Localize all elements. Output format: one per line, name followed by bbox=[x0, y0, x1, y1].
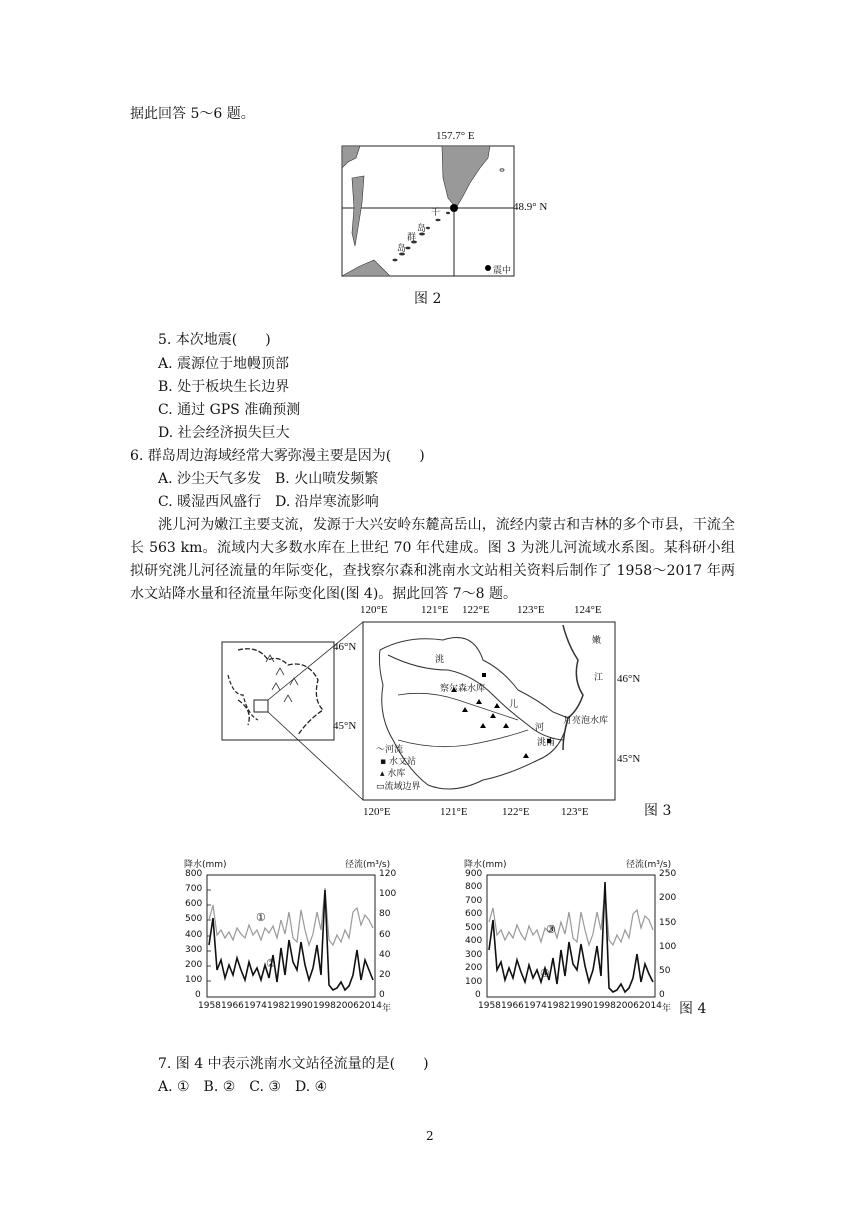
fig4-left-ytick-right: 40 bbox=[379, 950, 391, 960]
fig4-left-ytick: 300 bbox=[185, 945, 203, 955]
fig3-river-label: 江 bbox=[594, 673, 604, 683]
fig4-right-ytick-right: 100 bbox=[659, 942, 677, 952]
fig4-left-ylabel-precip: 降水(mm) bbox=[184, 860, 227, 870]
fig2-island-char: 岛 bbox=[417, 224, 427, 234]
fig4-left-ytick: 600 bbox=[185, 899, 203, 909]
fig4-left-ytick-right: 0 bbox=[379, 990, 385, 1000]
fig4-right-ytick: 900 bbox=[465, 869, 483, 879]
fig4-left-ylabel-runoff: 径流(m³/s) bbox=[345, 860, 391, 870]
fig3-legend-item: ▴ 水库 bbox=[380, 769, 406, 779]
question-5-stem: 5. 本次地震( ) bbox=[158, 332, 271, 348]
fig3-place-label: 洮南 bbox=[537, 738, 556, 748]
fig4-right-ytick: 0 bbox=[475, 990, 481, 1000]
fig4-right-xtick: 1974 bbox=[524, 1001, 547, 1011]
fig4-right-ytick: 700 bbox=[465, 896, 483, 906]
fig2-lat-label: 48.9° N bbox=[513, 201, 548, 213]
fig3-legend-item: ▭流域边界 bbox=[376, 782, 421, 792]
fig4-right-xtick: 1990 bbox=[570, 1001, 593, 1011]
fig3-legend-item: 〜河流 bbox=[376, 745, 404, 755]
question-5-option: C. 通过 GPS 准确预测 bbox=[158, 402, 301, 418]
fig4-left-xtick: 2006 bbox=[336, 1001, 359, 1011]
fig2-island-char: 群 bbox=[407, 233, 417, 243]
question-7-options: A. ① B. ② C. ③ D. ④ bbox=[158, 1079, 328, 1095]
fig2-legend-epicenter: 震中 bbox=[493, 266, 512, 276]
fig4-left-ytick: 400 bbox=[185, 930, 203, 940]
fig3-top-lon: 124°E bbox=[574, 604, 602, 616]
fig4-right-xtick: 1966 bbox=[501, 1001, 524, 1011]
question-5-option: D. 社会经济损失巨大 bbox=[158, 425, 290, 441]
fig3-river-label: 儿 bbox=[509, 700, 519, 710]
fig3-left-lat: 45°N bbox=[333, 720, 357, 732]
fig4-right-xunit: 年 bbox=[662, 1004, 672, 1014]
fig4-left-ytick-right: 20 bbox=[379, 970, 391, 980]
fig3-top-lon: 122°E bbox=[462, 604, 490, 616]
fig3-top-lon: 121°E bbox=[421, 604, 449, 616]
fig4-right-ytick: 200 bbox=[465, 963, 483, 973]
fig4-right-xtick: 1982 bbox=[547, 1001, 570, 1011]
figure-4-charts bbox=[155, 850, 715, 1020]
fig3-bottom-lon: 123°E bbox=[561, 806, 589, 818]
passage-paragraph: 洮儿河为嫩江主要支流，发源于大兴安岭东麓高岳山，流经内蒙古和吉林的多个市县，干流全长 563 km。流域内大多数水库在上世纪 70 年代建成。图 3 为洮儿河流域水系图。某科研小组拟研究洮儿河径流量的年际变化，查找察尔森和洮南水文站相关资料后制作了 1958～2017 年两水文站降水量和径流量年际变化图(图 4)。据此回答 7～8 题。 bbox=[130, 517, 735, 602]
fig4-left-ytick-right: 60 bbox=[379, 930, 391, 940]
fig4-series-label: ④ bbox=[540, 968, 550, 980]
fig3-river-label: 洮 bbox=[435, 655, 445, 665]
fig3-top-lon: 120°E bbox=[360, 604, 388, 616]
fig4-left-ytick: 500 bbox=[185, 914, 203, 924]
question-6-stem: 6. 群岛周边海域经常大雾弥漫主要是因为( ) bbox=[130, 448, 425, 464]
fig2-lon-label: 157.7° E bbox=[436, 130, 475, 142]
fig4-right-ytick: 600 bbox=[465, 909, 483, 919]
fig4-left-xtick: 1974 bbox=[244, 1001, 267, 1011]
fig3-top-lon: 123°E bbox=[517, 604, 545, 616]
fig4-left-ytick-right: 100 bbox=[379, 889, 397, 899]
question-5-option: A. 震源位于地幔顶部 bbox=[158, 356, 290, 372]
fig2-island-char: 千 bbox=[431, 208, 441, 218]
fig4-right-ytick-right: 50 bbox=[659, 966, 671, 976]
fig4-right-ytick: 400 bbox=[465, 936, 483, 946]
fig4-left-xtick: 2014 bbox=[359, 1001, 382, 1011]
fig3-bottom-lon: 121°E bbox=[440, 806, 468, 818]
fig3-right-lat: 45°N bbox=[617, 753, 641, 765]
fig2-island-char: 岛 bbox=[397, 244, 407, 254]
fig3-legend-item: ▪ 水文站 bbox=[380, 757, 416, 767]
fig4-right-xtick: 1998 bbox=[593, 1001, 616, 1011]
fig4-right-ytick-right: 150 bbox=[659, 918, 677, 928]
fig4-left-ytick: 200 bbox=[185, 960, 203, 970]
fig4-left-xunit: 年 bbox=[382, 1004, 392, 1014]
fig4-left-ytick: 800 bbox=[185, 869, 203, 879]
question-6-option: C. 暖湿西风盛行 D. 沿岸寒流影响 bbox=[158, 494, 379, 510]
fig3-right-lat: 46°N bbox=[617, 673, 641, 685]
fig4-right-ylabel-precip: 降水(mm) bbox=[464, 860, 507, 870]
fig3-place-label: 察尔森水库 bbox=[440, 684, 486, 694]
fig4-right-ytick-right: 0 bbox=[659, 990, 665, 1000]
fig4-right-ytick-right: 250 bbox=[659, 869, 677, 879]
fig4-right-xtick: 2014 bbox=[639, 1001, 662, 1011]
fig4-right-ytick: 500 bbox=[465, 923, 483, 933]
question-6-option: A. 沙尘天气多发 B. 火山喷发频繁 bbox=[158, 471, 379, 487]
fig3-bottom-lon: 120°E bbox=[363, 806, 391, 818]
fig4-left-xtick: 1966 bbox=[221, 1001, 244, 1011]
fig4-left-ytick: 700 bbox=[185, 884, 203, 894]
fig4-left-xtick: 1958 bbox=[198, 1001, 221, 1011]
fig4-right-xtick: 2006 bbox=[616, 1001, 639, 1011]
fig4-series-label: ① bbox=[256, 912, 266, 924]
fig4-caption: 图 4 bbox=[679, 1001, 707, 1017]
fig3-river-label: 嫩 bbox=[592, 636, 602, 646]
fig4-right-ytick-right: 200 bbox=[659, 893, 677, 903]
fig4-left-xtick: 1998 bbox=[313, 1001, 336, 1011]
fig4-left-ytick: 100 bbox=[185, 975, 203, 985]
fig3-caption: 图 3 bbox=[644, 803, 672, 819]
fig4-series-label: ③ bbox=[546, 924, 556, 936]
fig3-place-label: 月亮泡水库 bbox=[563, 716, 609, 726]
fig4-left-ytick: 0 bbox=[195, 990, 201, 1000]
fig4-right-ytick: 800 bbox=[465, 882, 483, 892]
fig4-left-xtick: 1982 bbox=[267, 1001, 290, 1011]
question-7-stem: 7. 图 4 中表示洮南水文站径流量的是( ) bbox=[158, 1056, 429, 1072]
fig4-left-ytick-right: 120 bbox=[379, 869, 397, 879]
fig2-caption: 图 2 bbox=[414, 291, 442, 307]
figure-3-map bbox=[218, 600, 641, 820]
page-number: 2 bbox=[426, 1129, 434, 1143]
fig4-right-ytick: 100 bbox=[465, 977, 483, 987]
fig3-bottom-lon: 122°E bbox=[502, 806, 530, 818]
fig3-river-label: 河 bbox=[535, 723, 545, 733]
question-5-option: B. 处于板块生长边界 bbox=[158, 379, 290, 395]
intro-line: 据此回答 5～6 题。 bbox=[130, 106, 255, 122]
fig4-left-xtick: 1990 bbox=[290, 1001, 313, 1011]
fig4-right-ylabel-runoff: 径流(m³/s) bbox=[626, 860, 672, 870]
fig4-series-label: ② bbox=[266, 958, 276, 970]
fig4-right-xtick: 1958 bbox=[478, 1001, 501, 1011]
fig3-left-lat: 46°N bbox=[333, 641, 357, 653]
fig4-left-ytick-right: 80 bbox=[379, 909, 391, 919]
fig4-right-ytick: 300 bbox=[465, 950, 483, 960]
